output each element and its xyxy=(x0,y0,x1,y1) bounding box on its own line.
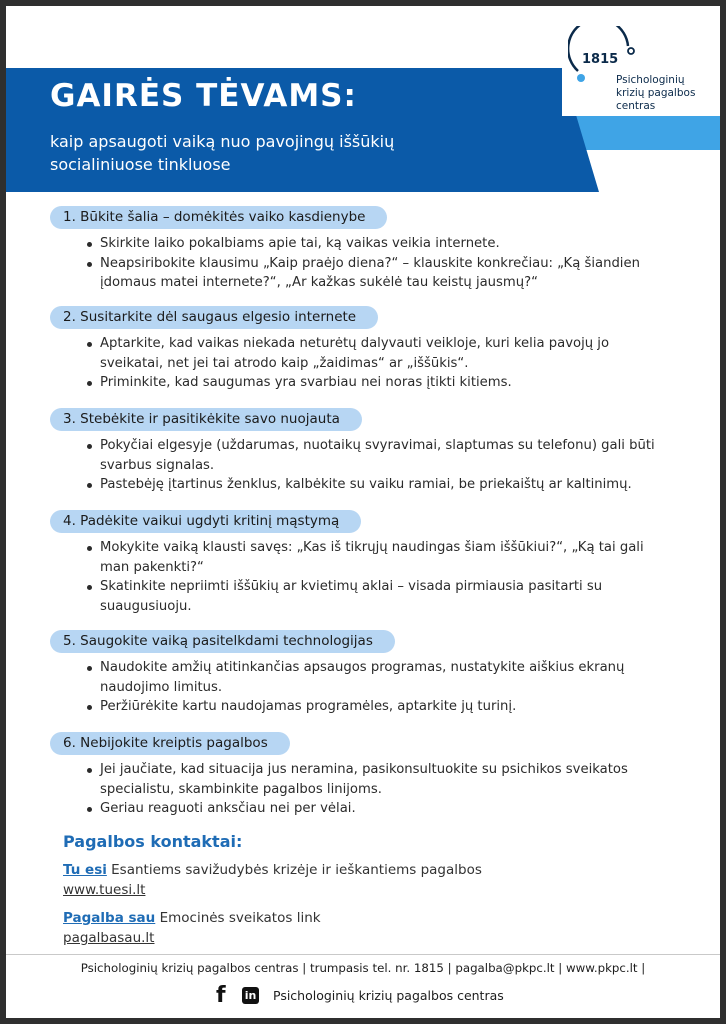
page-title: GAIRĖS TĖVAMS: xyxy=(50,78,357,114)
section-4 xyxy=(50,510,670,616)
bullet-item: Jei jaučiate, kad situacija jus neramina, pasikonsultuokite su psichikos sveikatos specialistu, skambinkite pagalbos linijoms. xyxy=(100,760,670,799)
logo-number: 1815 xyxy=(582,52,619,67)
contact-name-link[interactable]: Pagalba sau xyxy=(63,910,156,926)
bullet-item: Pastebėję įtartinus ženklus, kalbėkite su vaiku ramiai, be priekaištų ar kaltinimų. xyxy=(100,475,670,495)
contact-pagalba-sau xyxy=(63,908,663,948)
section-1 xyxy=(50,206,670,293)
bullet-item: Pokyčiai elgesyje (uždarumas, nuotaikų svyravimai, slaptumas su telefonu) gali būti svarbus signalas. xyxy=(100,436,670,475)
bullet-item: Skirkite laiko pokalbiams apie tai, ką vaikas veikia internete. xyxy=(100,234,670,254)
section-heading: 1. Būkite šalia – domėkitės vaiko kasdienybe xyxy=(50,206,387,229)
contact-url-link[interactable]: pagalbasau.lt xyxy=(63,930,155,946)
section-3 xyxy=(50,408,670,495)
logo-name-line-3: centras xyxy=(616,100,656,112)
section-heading: 6. Nebijokite kreiptis pagalbos xyxy=(50,732,290,755)
social-account-name: Psichologinių krizių pagalbos centras xyxy=(273,987,504,1003)
contact-url-link[interactable]: www.tuesi.lt xyxy=(63,882,146,898)
bullet-item: Aptarkite, kad vaikas niekada neturėtų dalyvauti veikloje, kuri kelia pavojų jo sveikatai, net jei tai atrodo kaip „žaidimas“ ar „iššūkis“. xyxy=(100,334,670,373)
section-heading: 4. Padėkite vaikui ugdyti kritinį mąstymą xyxy=(50,510,361,533)
footer-contact-info: Psichologinių krizių pagalbos centras | trumpasis tel. nr. 1815 | pagalba@pkpc.lt | www.pkpc.lt | xyxy=(80,961,646,975)
bullet-list xyxy=(50,658,670,717)
bullet-item: Skatinkite nepriimti iššūkių ar kvietimų aklai – visada pirmiausia pasitarti su suaugusiuoju. xyxy=(100,577,670,616)
section-heading: 2. Susitarkite dėl saugaus elgesio internete xyxy=(50,306,378,329)
facebook-icon[interactable]: f xyxy=(216,982,226,1008)
bullet-item: Geriau reaguoti anksčiau nei per vėlai. xyxy=(100,799,670,819)
logo-name-line-2: krizių pagalbos xyxy=(616,87,696,99)
section-5 xyxy=(50,630,670,717)
organization-logo xyxy=(562,20,720,116)
bullet-item: Mokykite vaiką klausti savęs: „Kas iš tikrųjų naudingas šiam iššūkiui?“, „Ką tai gali man pakenkti?“ xyxy=(100,538,670,577)
logo-name-line-1: Psichologinių xyxy=(616,74,685,86)
subtitle-line-1: kaip apsaugoti vaiką nuo pavojingų iššūkių xyxy=(50,132,395,151)
section-heading: 5. Saugokite vaiką pasitelkdami technologijas xyxy=(50,630,395,653)
bullet-item: Naudokite amžių atitinkančias apsaugos programas, nustatykite aiškius ekranų naudojimo limitus. xyxy=(100,658,670,697)
page-subtitle xyxy=(50,130,490,176)
bullet-item: Peržiūrėkite kartu naudojamas programėles, aptarkite jų turinį. xyxy=(100,697,670,717)
bullet-list xyxy=(50,538,670,616)
bullet-list xyxy=(50,760,670,819)
bullet-item: Priminkite, kad saugumas yra svarbiau nei noras įtikti kitiems. xyxy=(100,373,670,393)
footer-divider xyxy=(6,954,720,955)
contact-description: Emocinės sveikatos link xyxy=(159,910,321,926)
section-heading: 3. Stebėkite ir pasitikėkite savo nuojauta xyxy=(50,408,362,431)
contact-name-link[interactable]: Tu esi xyxy=(63,862,107,878)
contact-tu-esi xyxy=(63,860,663,900)
contacts-title: Pagalbos kontaktai: xyxy=(63,832,243,851)
section-6 xyxy=(50,732,670,819)
subtitle-line-2: socialiniuose tinkluose xyxy=(50,155,231,174)
help-contacts xyxy=(63,832,663,948)
bullet-item: Neapsiribokite klausimu „Kaip praėjo diena?“ – klauskite konkrečiau: „Ką šiandien įdomaus matei internete?“, „Ar kažkas sukėlė tau keistų jausmų?“ xyxy=(100,254,670,293)
bullet-list xyxy=(50,436,670,495)
linkedin-icon[interactable]: in xyxy=(242,987,259,1004)
bullet-list xyxy=(50,334,670,393)
contact-description: Esantiems savižudybės krizėje ir ieškantiems pagalbos xyxy=(111,862,482,878)
social-links xyxy=(216,983,504,1007)
guide-page xyxy=(6,6,720,1018)
bullet-list xyxy=(50,234,670,293)
logo-name xyxy=(616,74,720,113)
section-2 xyxy=(50,306,670,393)
